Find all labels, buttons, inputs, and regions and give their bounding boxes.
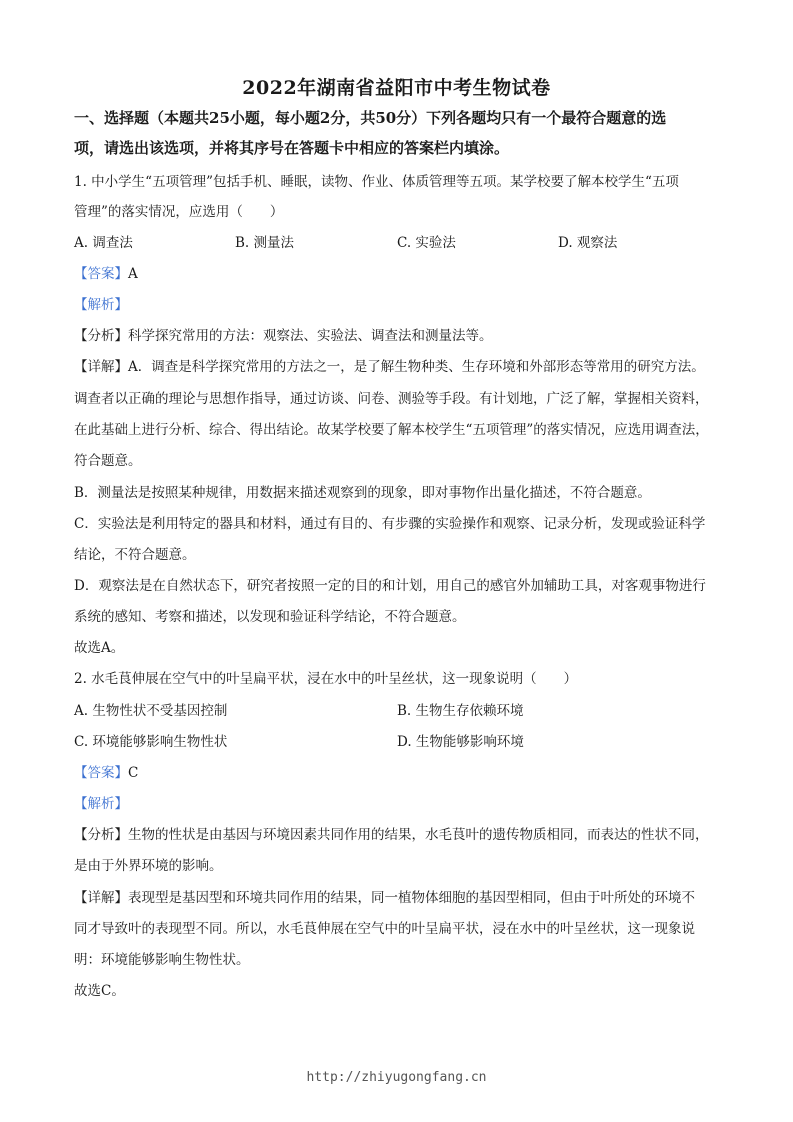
q1-detail-line-3: 在此基础上进行分析、综合、得出结论。故某学校要了解本校学生“五项管理”的落实情况，应选用调查法， — [74, 422, 709, 438]
answer-tag: 【答案】 — [74, 765, 128, 781]
page-title: 2022年湖南省益阳市中考生物试卷 — [242, 77, 551, 99]
q1-detail-b: B．测量法是按照某种规律，用数据来描述观察到的现象，即对事物作出量化描述，不符合题意。 — [74, 485, 651, 501]
q2-detail-line-3: 明：环境能够影响生物性状。 — [74, 952, 250, 968]
q2-stem: 2. 水毛茛伸展在空气中的叶呈扁平状，浸在水中的叶呈丝状，这一现象说明（ ） — [74, 671, 578, 687]
q1-fenxi-text: 科学探究常用的方法：观察法、实验法、调查法和测量法等。 — [128, 328, 493, 344]
q2-option-d: D. 生物能够影响环境 — [397, 734, 524, 750]
q1-detail-d-line-1: D．观察法是在自然状态下，研究者按照一定的目的和计划，用自己的感官外加辅助工具，对客观事物进行 — [74, 578, 706, 594]
q1-option-c: C. 实验法 — [397, 235, 456, 251]
q2-answer-value: C — [128, 765, 139, 781]
q2-detail-line-1: 表现型是基因型和环境共同作用的结果，同一植物体细胞的基因型相同，但由于叶所处的环境不 — [128, 890, 695, 906]
q1-detail-d-line-2: 系统的感知、考察和描述，以发现和验证科学结论，不符合题意。 — [74, 609, 466, 625]
q1-answer-value: A — [128, 266, 138, 282]
q2-option-c: C. 环境能够影响生物性状 — [74, 734, 228, 750]
q1-stem-line-2: 管理”的落实情况，应选用（ ） — [74, 204, 284, 220]
q2-detail-line-2: 同才导致叶的表现型不同。所以，水毛茛伸展在空气中的叶呈扁平状，浸在水中的叶呈丝状，这一现象说 — [74, 921, 695, 937]
q1-answer — [74, 264, 138, 284]
q1-stem-line-1: 1. 中小学生“五项管理”包括手机、睡眠，读物、作业、体质管理等五项。某学校要了解本校学生“五项 — [74, 174, 679, 190]
q1-detail — [74, 357, 705, 377]
xiangjie-tag: 【详解】 — [74, 359, 128, 375]
q1-option-a: A. 调查法 — [74, 235, 133, 251]
q2-conclusion: 故选C。 — [74, 983, 125, 999]
footer-url: http://zhiyugongfang.cn — [306, 1070, 487, 1085]
q2-detail — [74, 888, 695, 908]
q1-analysis-tag: 【解析】 — [74, 297, 128, 313]
fenxi-tag: 【分析】 — [74, 827, 128, 843]
q1-option-b: B. 测量法 — [235, 235, 295, 251]
q2-analysis-tag: 【解析】 — [74, 796, 128, 812]
q1-fenxi — [74, 326, 493, 346]
q1-detail-c-line-1: C．实验法是利用特定的器具和材料，通过有目的、有步骤的实验操作和观察、记录分析，发现或验证科学 — [74, 516, 706, 532]
q1-detail-line-1: A．调查是科学探究常用的方法之一，是了解生物种类、生存环境和外部形态等常用的研究方法。 — [128, 359, 705, 375]
q2-fenxi — [74, 825, 709, 845]
q2-answer — [74, 763, 138, 783]
q2-option-b: B. 生物生存依赖环境 — [397, 703, 524, 719]
q1-detail-c-line-2: 结论，不符合题意。 — [74, 547, 196, 563]
q2-fenxi-line-1: 生物的性状是由基因与环境因素共同作用的结果，水毛茛叶的遗传物质相同，而表达的性状不同， — [128, 827, 709, 843]
fenxi-tag: 【分析】 — [74, 328, 128, 344]
q2-option-a: A. 生物性状不受基因控制 — [74, 703, 228, 719]
xiangjie-tag: 【详解】 — [74, 890, 128, 906]
q1-detail-line-2: 调查者以正确的理论与思想作指导，通过访谈、问卷、测验等手段。有计划地，广泛了解，掌握相关资料， — [74, 391, 709, 407]
section-heading-line-2: 项，请选出该选项，并将其序号在答题卡中相应的答案栏内填涂。 — [74, 139, 510, 157]
answer-tag: 【答案】 — [74, 266, 128, 282]
q2-fenxi-line-2: 是由于外界环境的影响。 — [74, 858, 223, 874]
q1-option-d: D. 观察法 — [558, 235, 618, 251]
q1-detail-line-4: 符合题意。 — [74, 453, 142, 469]
q1-conclusion: 故选A。 — [74, 640, 125, 656]
section-heading-line-1: 一、选择题（本题共25小题，每小题2分，共50分）下列各题均只有一个最符合题意的选 — [74, 109, 667, 127]
